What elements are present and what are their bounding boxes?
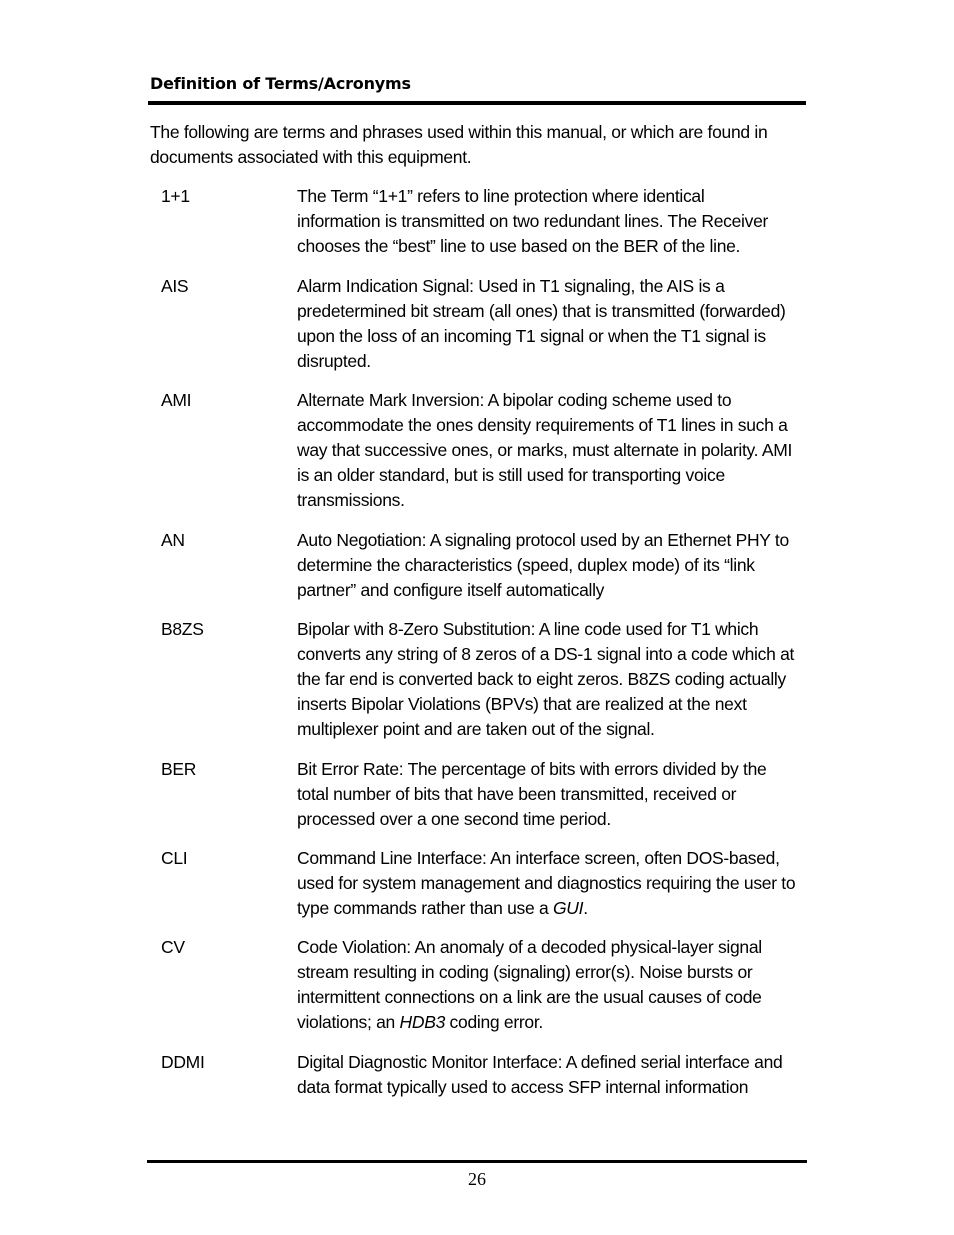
italic-term: HDB3	[399, 1012, 445, 1032]
definition-line	[297, 985, 809, 1010]
definition-text: stream resulting in coding (signaling) error(s). Noise bursts or	[297, 962, 753, 982]
definition-line	[297, 528, 809, 553]
definition-line	[297, 807, 809, 832]
term-name: B8ZS	[161, 619, 204, 639]
term-definition	[297, 617, 809, 742]
definition-text: multiplexer point and are taken out of the signal.	[297, 719, 655, 739]
italic-term: GUI	[552, 898, 584, 918]
term-definition	[297, 1050, 809, 1100]
definition-line	[297, 692, 809, 717]
term-name: CV	[161, 937, 185, 957]
definition-line	[297, 324, 809, 349]
term-definition	[297, 935, 809, 1035]
definition-line	[297, 234, 809, 259]
definition-text: Bit Error Rate: The percentage of bits with errors divided by the	[297, 759, 767, 779]
footer-rule	[147, 1160, 807, 1163]
definition-text: .	[583, 898, 588, 918]
definition-text: converts any string of 8 zeros of a DS-1 signal into a code which at	[297, 644, 795, 664]
definition-text: way that successive ones, or marks, must alternate in polarity. AMI	[297, 440, 793, 460]
definition-text: inserts Bipolar Violations (BPVs) that are realized at the next	[297, 694, 747, 714]
definition-line	[297, 413, 809, 438]
definition-line	[297, 488, 809, 513]
term-definition	[297, 388, 809, 513]
definition-text: data format typically used to access SFP internal information	[297, 1077, 749, 1097]
definition-text: total number of bits that have been transmitted, received or	[297, 784, 737, 804]
term-definition	[297, 184, 809, 259]
term-name: DDMI	[161, 1052, 205, 1072]
definition-line	[297, 388, 809, 413]
definition-text: coding error.	[445, 1012, 543, 1032]
definition-line	[297, 935, 809, 960]
definition-line	[297, 209, 809, 234]
term-definition	[297, 846, 809, 921]
term-definition	[297, 274, 809, 374]
definition-line	[297, 438, 809, 463]
intro-line: documents associated with this equipment.	[150, 147, 472, 167]
definition-line	[297, 299, 809, 324]
definition-line	[297, 782, 809, 807]
definition-line	[297, 1010, 809, 1035]
page-title: Definition of Terms/Acronyms	[150, 74, 411, 93]
definition-text: upon the loss of an incoming T1 signal or when the T1 signal is	[297, 326, 766, 346]
term-definition	[297, 757, 809, 832]
term-name: AMI	[161, 390, 192, 410]
definition-line	[297, 553, 809, 578]
definition-text: processed over a one second time period.	[297, 809, 611, 829]
definition-text: type commands rather than use a	[297, 898, 553, 918]
definition-text: information is transmitted on two redundant lines. The Receiver	[297, 211, 769, 231]
definition-text: transmissions.	[297, 490, 405, 510]
definition-line	[297, 757, 809, 782]
definition-text: Digital Diagnostic Monitor Interface: A defined serial interface and	[297, 1052, 783, 1072]
definition-text: the far end is converted back to eight zeros. B8ZS coding actually	[297, 669, 786, 689]
term-definition	[297, 528, 809, 603]
definition-text: violations; an	[297, 1012, 400, 1032]
definition-text: Bipolar with 8-Zero Substitution: A line code used for T1 which	[297, 619, 759, 639]
term-name: AN	[161, 530, 185, 550]
definition-line	[297, 642, 809, 667]
definition-line	[297, 463, 809, 488]
definition-line	[297, 1050, 809, 1075]
term-name: AIS	[161, 276, 189, 296]
definition-line	[297, 349, 809, 374]
definition-text: used for system management and diagnostics requiring the user to	[297, 873, 796, 893]
definition-line	[297, 717, 809, 742]
term-name: CLI	[161, 848, 188, 868]
definition-line	[297, 1075, 809, 1100]
definition-text: Auto Negotiation: A signaling protocol used by an Ethernet PHY to	[297, 530, 789, 550]
definition-line	[297, 274, 809, 299]
definition-line	[297, 960, 809, 985]
definition-text: is an older standard, but is still used for transporting voice	[297, 465, 725, 485]
definition-line	[297, 896, 809, 921]
definition-text: predetermined bit stream (all ones) that is transmitted (forwarded)	[297, 301, 786, 321]
definition-text: intermittent connections on a link are the usual causes of code	[297, 987, 762, 1007]
definition-line	[297, 667, 809, 692]
definition-text: The Term “1+1” refers to line protection where identical	[297, 186, 705, 206]
definition-text: Alternate Mark Inversion: A bipolar coding scheme used to	[297, 390, 732, 410]
intro-line: The following are terms and phrases used within this manual, or which are found in	[150, 122, 768, 142]
definition-line	[297, 617, 809, 642]
definition-line	[297, 846, 809, 871]
term-name: 1+1	[161, 186, 190, 206]
definition-text: accommodate the ones density requirements of T1 lines in such a	[297, 415, 788, 435]
definition-text: Code Violation: An anomaly of a decoded physical-layer signal	[297, 937, 762, 957]
term-name: BER	[161, 759, 197, 779]
definition-text: Alarm Indication Signal: Used in T1 signaling, the AIS is a	[297, 276, 725, 296]
page-number: 26	[468, 1169, 486, 1189]
definition-line	[297, 871, 809, 896]
definition-text: partner” and configure itself automatically	[297, 580, 605, 600]
definition-line	[297, 578, 809, 603]
definition-text: chooses the “best” line to use based on the BER of the line.	[297, 236, 741, 256]
definition-text: disrupted.	[297, 351, 371, 371]
definition-text: Command Line Interface: An interface screen, often DOS-based,	[297, 848, 780, 868]
definition-line	[297, 184, 809, 209]
definition-text: determine the characteristics (speed, duplex mode) of its “link	[297, 555, 755, 575]
